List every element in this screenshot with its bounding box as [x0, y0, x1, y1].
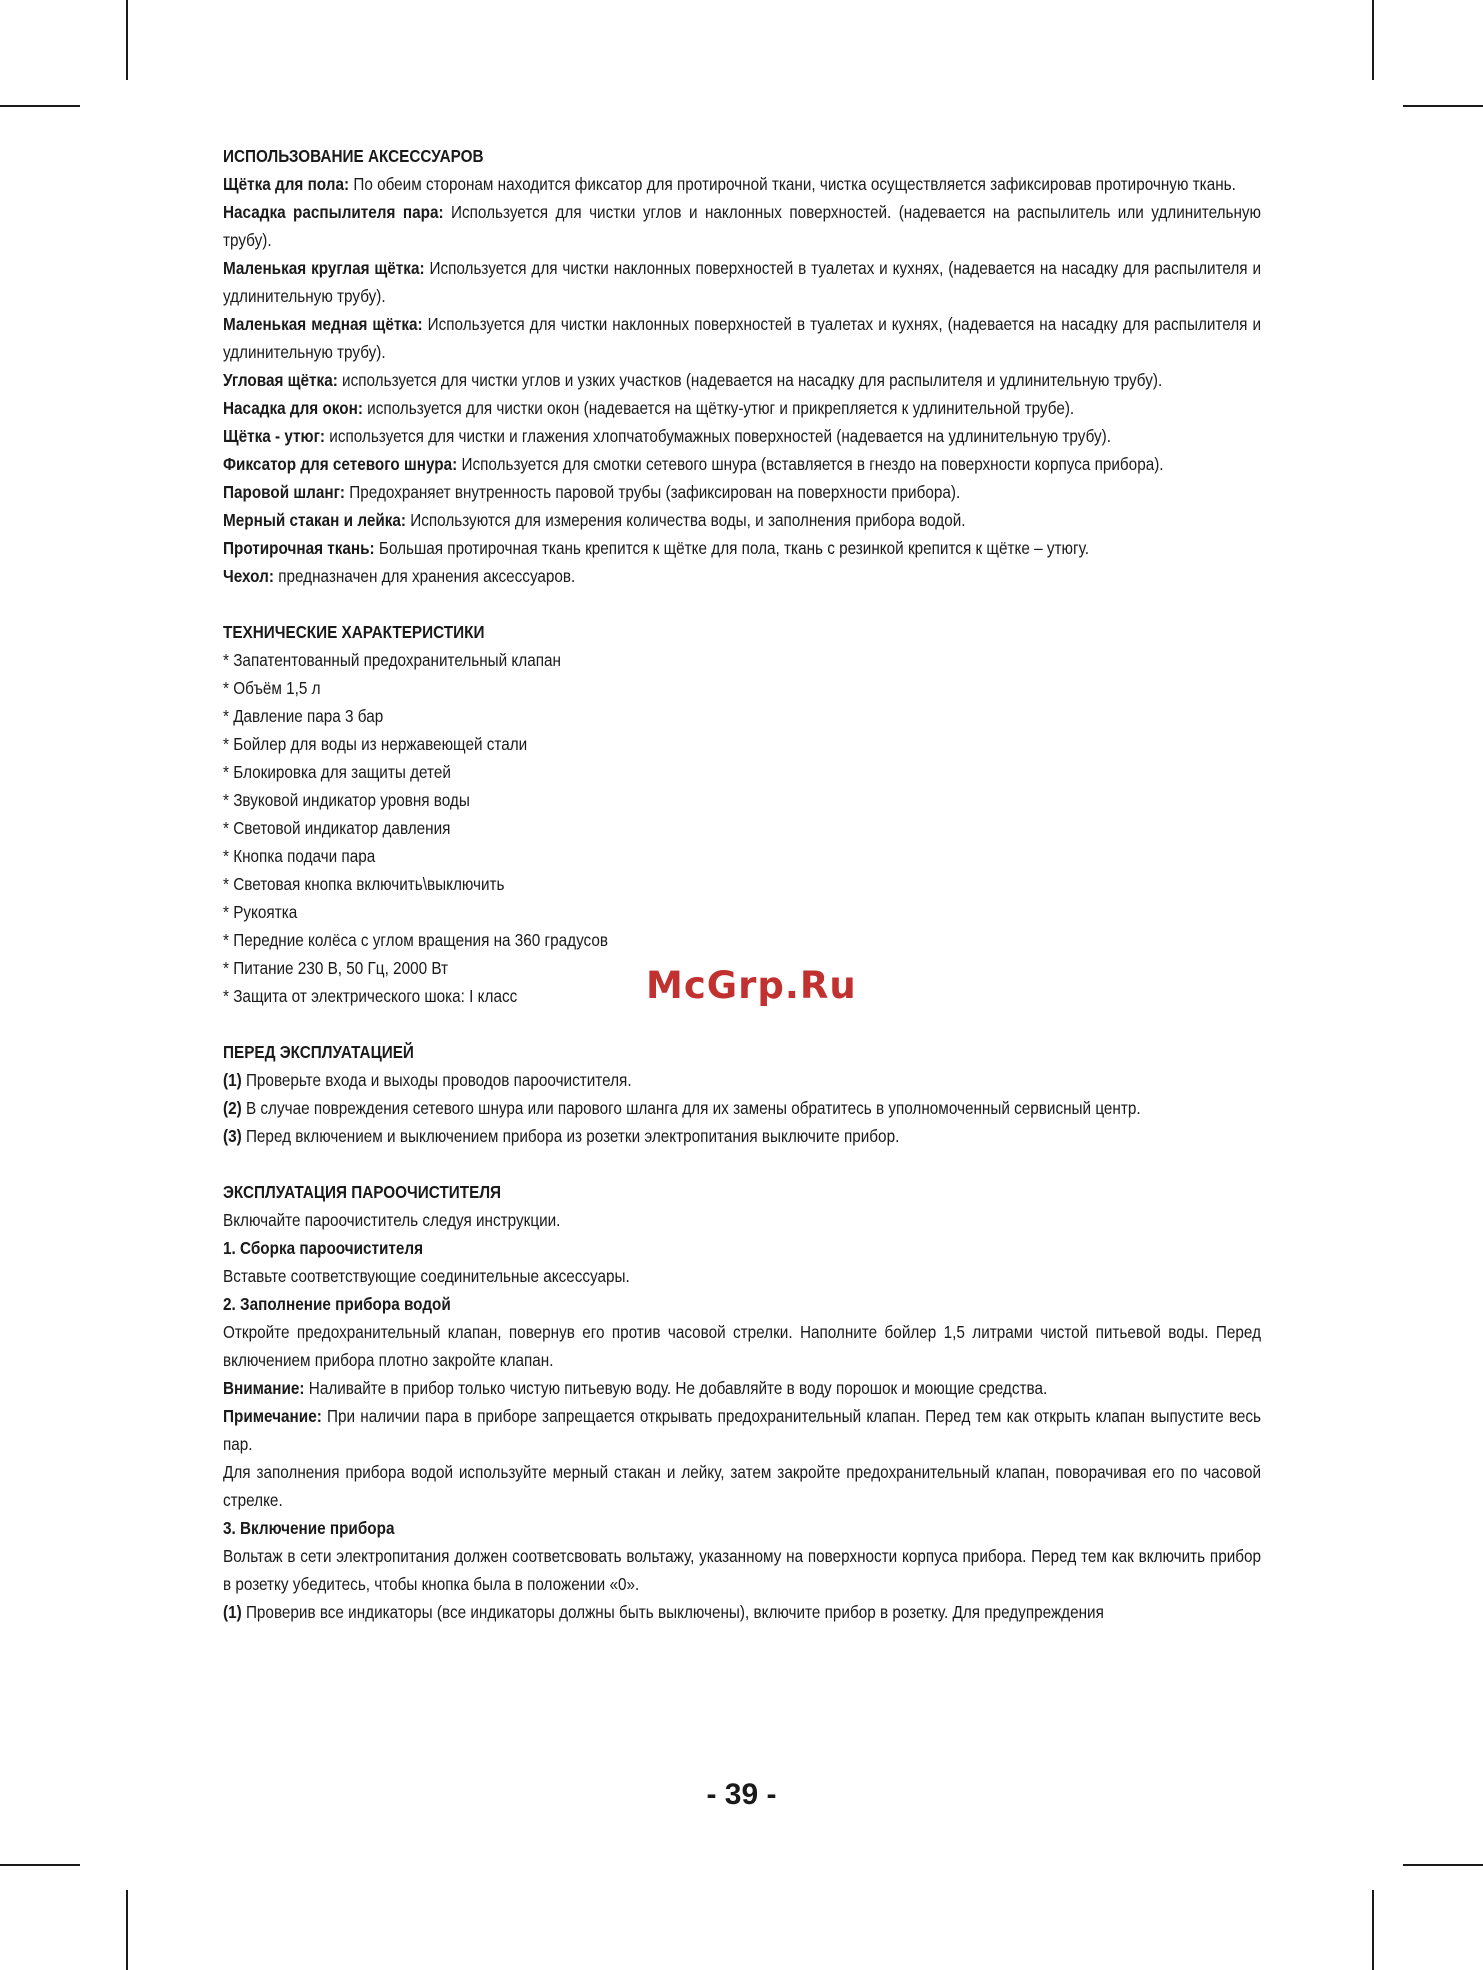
- fill-paragraph: Для заполнения прибора водой используйте мерный стакан и лейку, затем закройте предохранительный клапан, поворачивая его по часовой стрелке.: [223, 1462, 1262, 1510]
- accessory-item: Чехол: предназначен для хранения аксессуаров.: [223, 566, 576, 586]
- spec-item: * Защита от электрического шока: I класс: [223, 986, 518, 1006]
- step3-title: 3. Включение прибора: [223, 1518, 395, 1538]
- spec-item: * Кнопка подачи пара: [223, 846, 376, 866]
- step3-text: Вольтаж в сети электропитания должен соответсвовать вольтажу, указанному на поверхности корпуса прибора. Перед тем как включить прибор в розетку убедитесь, чтобы кнопка была в положении «0».: [223, 1546, 1262, 1594]
- crop-mark-top-right-h: [1403, 105, 1483, 107]
- spec-item: * Давление пара 3 бар: [223, 706, 384, 726]
- spec-item: * Бойлер для воды из нержавеющей стали: [223, 734, 528, 754]
- spec-item: * Световая кнопка включить\выключить: [223, 874, 505, 894]
- before-use-item: (1) Проверьте входа и выходы проводов пароочистителя.: [223, 1070, 632, 1090]
- page-content: [223, 142, 1261, 1626]
- accessory-item: Паровой шланг: Предохраняет внутренность паровой трубы (зафиксирован на поверхности прибора).: [223, 482, 961, 502]
- accessory-item: Маленькая медная щётка: Используется для чистки наклонных поверхностей в туалетах и кухнях, (надевается на насадку для распылителя и удлинительную трубу).: [223, 314, 1262, 362]
- accessory-item: Фиксатор для сетевого шнура: Используется для смотки сетевого шнура (вставляется в гнездо на поверхности корпуса прибора).: [223, 454, 1164, 474]
- spec-item: * Питание 230 В, 50 Гц, 2000 Вт: [223, 958, 449, 978]
- spec-item: * Световой индикатор давления: [223, 818, 451, 838]
- spec-item: * Рукоятка: [223, 902, 298, 922]
- before-use-item: (3) Перед включением и выключением прибора из розетки электропитания выключите прибор.: [223, 1126, 900, 1146]
- before-use-list: [223, 1066, 1261, 1150]
- watermark: McGrp.Ru: [646, 964, 857, 1007]
- step3-item: (1) Проверив все индикаторы (все индикаторы должны быть выключены), включите прибор в розетку. Для предупреждения: [223, 1602, 1104, 1622]
- section-title-before-use: ПЕРЕД ЭКСПЛУАТАЦИЕЙ: [223, 1042, 414, 1062]
- operation-intro: Включайте пароочиститель следуя инструкции.: [223, 1210, 561, 1230]
- accessory-item: Щётка для пола: По обеим сторонам находится фиксатор для протирочной ткани, чистка осуществляется зафиксировав протирочную ткань.: [223, 174, 1236, 194]
- crop-mark-bottom-right: [1372, 1890, 1374, 1970]
- specs-list: [223, 646, 1261, 1010]
- crop-mark-top-right: [1372, 0, 1374, 80]
- crop-mark-top-left: [126, 0, 128, 80]
- crop-mark-top-left-h: [0, 105, 80, 107]
- section-title-specs: ТЕХНИЧЕСКИЕ ХАРАКТЕРИСТИКИ: [223, 622, 485, 642]
- step2-title: 2. Заполнение прибора водой: [223, 1294, 451, 1314]
- accessory-item: Насадка для окон: используется для чистки окон (надевается на щётку-утюг и прикрепляется к удлинительной трубе).: [223, 398, 1075, 418]
- accessory-item: Маленькая круглая щётка: Используется для чистки наклонных поверхностей в туалетах и кухнях, (надевается на насадку для распылителя и удлинительную трубу).: [223, 258, 1262, 306]
- before-use-item: (2) В случае повреждения сетевого шнура или парового шланга для их замены обратитесь в уполномоченный сервисный центр.: [223, 1098, 1141, 1118]
- crop-mark-bottom-left: [126, 1890, 128, 1970]
- spec-item: * Звуковой индикатор уровня воды: [223, 790, 470, 810]
- spec-item: * Передние колёса с углом вращения на 360 градусов: [223, 930, 608, 950]
- accessory-item: Протирочная ткань: Большая протирочная ткань крепится к щётке для пола, ткань с резинкой крепится к щётке – утюгу.: [223, 538, 1089, 558]
- step1-title: 1. Сборка пароочистителя: [223, 1238, 424, 1258]
- crop-mark-bottom-left-h: [0, 1864, 80, 1866]
- spec-item: * Запатентованный предохранительный клапан: [223, 650, 561, 670]
- page-number: - 39 -: [706, 1778, 777, 1811]
- spec-item: * Объём 1,5 л: [223, 678, 321, 698]
- crop-mark-bottom-right-h: [1403, 1864, 1483, 1866]
- section-title-operation: ЭКСПЛУАТАЦИЯ ПАРООЧИСТИТЕЛЯ: [223, 1182, 502, 1202]
- accessory-item: Мерный стакан и лейка: Используются для измерения количества воды, и заполнения прибора водой.: [223, 510, 966, 530]
- spec-item: * Блокировка для защиты детей: [223, 762, 451, 782]
- accessory-item: Насадка распылителя пара: Используется для чистки углов и наклонных поверхностей. (надевается на распылитель или удлинительную трубу).: [223, 202, 1262, 250]
- warning-paragraph: Внимание: Наливайте в прибор только чистую питьевую воду. Не добавляйте в воду порошок и моющие средства.: [223, 1378, 1048, 1398]
- section-title-accessories: ИСПОЛЬЗОВАНИЕ АКСЕССУАРОВ: [223, 146, 484, 166]
- step2-text: Откройте предохранительный клапан, повернув его против часовой стрелки. Наполните бойлер 1,5 литрами чистой питьевой воды. Перед включением прибора плотно закройте клапан.: [223, 1322, 1262, 1370]
- note-paragraph: Примечание: При наличии пара в приборе запрещается открывать предохранительный клапан. Перед тем как открыть клапан выпустите весь пар.: [223, 1406, 1262, 1454]
- step1-text: Вставьте соответствующие соединительные аксессуары.: [223, 1266, 630, 1286]
- accessory-item: Угловая щётка: используется для чистки углов и узких участков (надевается на насадку для распылителя и удлинительную трубу).: [223, 370, 1163, 390]
- accessories-list: [223, 170, 1261, 590]
- accessory-item: Щётка - утюг: используется для чистки и глажения хлопчатобумажных поверхностей (надевается на удлинительную трубу).: [223, 426, 1112, 446]
